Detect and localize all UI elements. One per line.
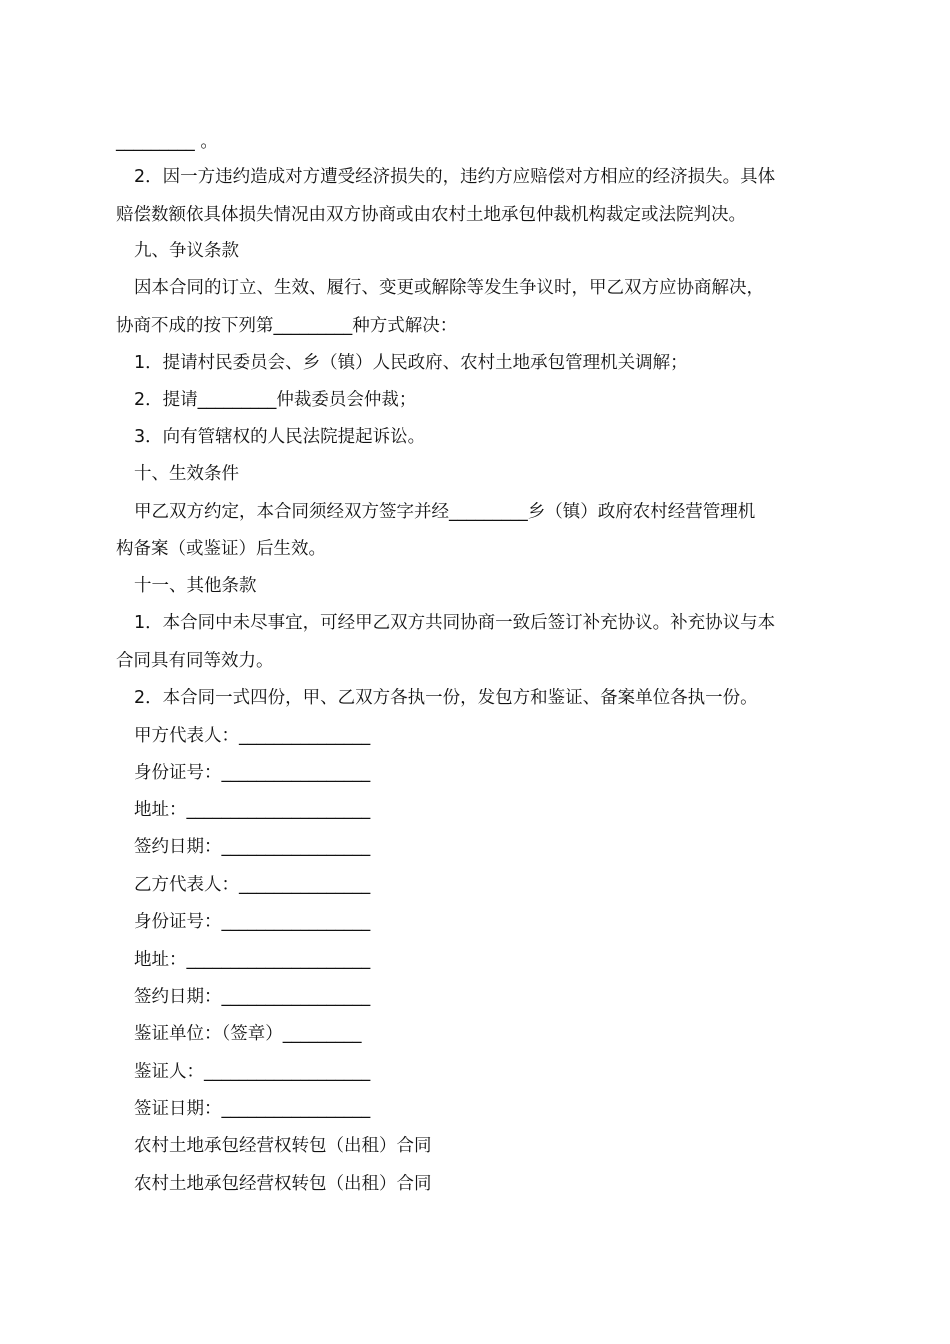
- document-title: 农村土地承包经营权转包（出租）合同: [134, 1136, 432, 1156]
- text-line: 赔偿数额依具体损失情况由双方协商或由农村土地承包仲裁机构裁定或法院判决。: [116, 205, 746, 225]
- signature-field: 乙方代表人：_______________: [134, 875, 371, 895]
- signature-field: 地址：_____________________: [134, 800, 371, 820]
- signature-field: 地址：_____________________: [134, 950, 371, 970]
- text-line: _________ 。: [116, 132, 218, 152]
- text-line: 甲乙双方约定，本合同须经双方签字并经_________乡（镇）政府农村经营管理机: [134, 502, 756, 522]
- section-heading: 九、争议条款: [134, 241, 239, 261]
- signature-field: 身份证号：_________________: [134, 763, 371, 783]
- text-line: 构备案（或鉴证）后生效。: [116, 539, 326, 559]
- text-line: 协商不成的按下列第_________种方式解决：: [116, 316, 458, 336]
- text-line: 1．提请村民委员会、乡（镇）人民政府、农村土地承包管理机关调解；: [134, 353, 688, 373]
- signature-field: 鉴证人：___________________: [134, 1062, 371, 1082]
- text-line: 合同具有同等效力。: [116, 651, 274, 671]
- signature-field: 签证日期：_________________: [134, 1099, 371, 1119]
- document-title: 农村土地承包经营权转包（出租）合同: [134, 1174, 432, 1194]
- section-heading: 十、生效条件: [134, 464, 239, 484]
- text-line: 3．向有管辖权的人民法院提起诉讼。: [134, 427, 426, 447]
- text-line: 因本合同的订立、生效、履行、变更或解除等发生争议时，甲乙双方应协商解决，: [134, 278, 764, 298]
- text-line: 2．本合同一式四份，甲、乙双方各执一份，发包方和鉴证、备案单位各执一份。: [134, 688, 758, 708]
- signature-field: 甲方代表人：_______________: [134, 726, 371, 746]
- text-line: 2．因一方违约造成对方遭受经济损失的，违约方应赔偿对方相应的经济损失。具体: [134, 167, 776, 187]
- text-line: 1．本合同中未尽事宜，可经甲乙双方共同协商一致后签订补充协议。补充协议与本: [134, 613, 776, 633]
- section-heading: 十一、其他条款: [134, 576, 257, 596]
- signature-field: 签约日期：_________________: [134, 987, 371, 1007]
- signature-field: 鉴证单位：（签章）_________: [134, 1024, 362, 1044]
- signature-field: 签约日期：_________________: [134, 837, 371, 857]
- signature-field: 身份证号：_________________: [134, 912, 371, 932]
- text-line: 2．提请_________仲裁委员会仲裁；: [134, 390, 417, 410]
